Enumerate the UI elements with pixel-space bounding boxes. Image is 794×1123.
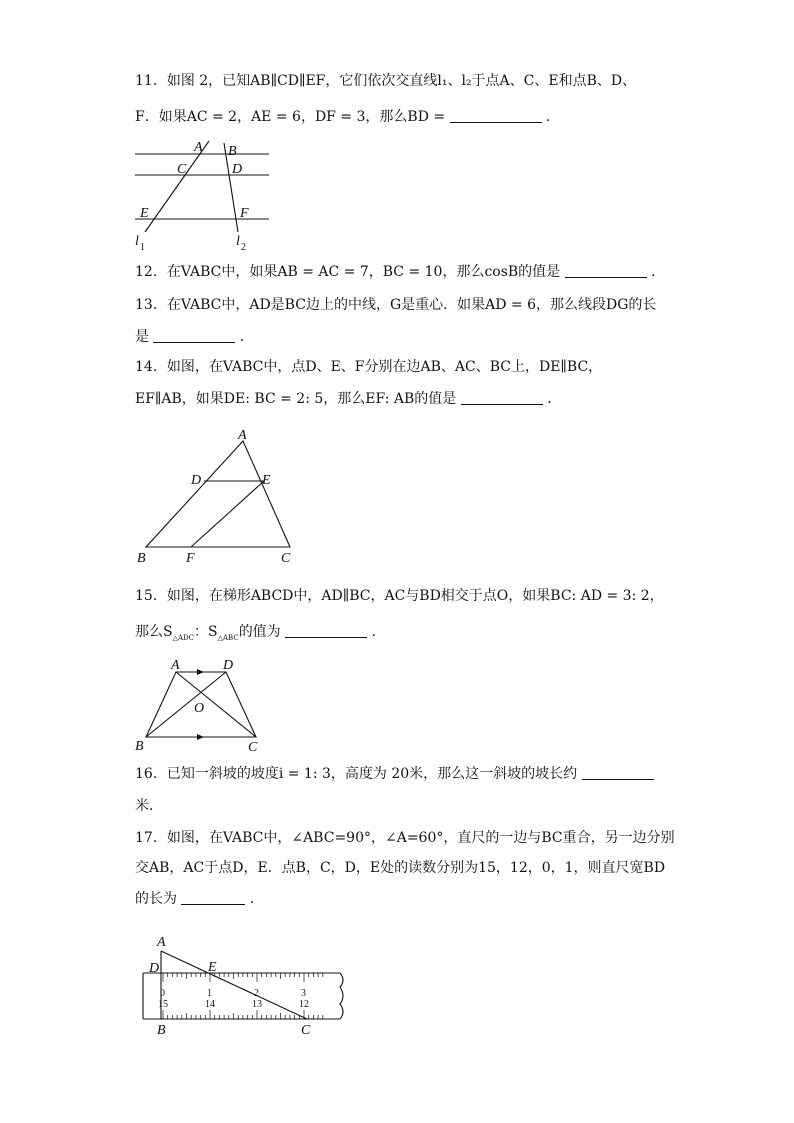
q11-label-a: A	[194, 140, 203, 155]
q14-tail: ．	[547, 391, 562, 407]
ruler-bottom-number: 12	[299, 999, 309, 1010]
q14-label-b: B	[137, 551, 146, 566]
ruler-top-number: 3	[301, 988, 306, 999]
q11-line1: 11．如图 2，已知AB∥CD∥EF，它们依次交直线l₁、l₂于点A、C、E和点B、D、	[135, 73, 637, 89]
q15-label-o: O	[194, 701, 205, 716]
q11-text: F．如果AC = 2，AE = 6，DF = 3，那么BD =	[135, 109, 446, 125]
q17-text: 的长为	[135, 891, 177, 907]
q14-label-f: F	[186, 551, 195, 566]
ruler-top-nums	[160, 988, 306, 999]
ruler-ticks	[163, 973, 323, 1019]
q15-label-c: C	[248, 740, 258, 755]
q11-label-l2: l	[236, 234, 240, 249]
q17-label-d: D	[149, 961, 160, 976]
q17-label-c: C	[301, 1023, 311, 1038]
q12-tail: ．	[651, 264, 666, 280]
q11-tail: ．	[546, 109, 561, 125]
q15-label-b: B	[135, 739, 144, 754]
q15-label-a: A	[171, 658, 180, 673]
q14-label-c: C	[281, 551, 291, 566]
q15-text-post: 的值为	[238, 624, 281, 640]
ruler-bottom-number: 14	[205, 999, 215, 1010]
q11-label-b: B	[228, 144, 237, 159]
ruler-bottom-number: 15	[158, 999, 168, 1010]
q17-tail: ．	[249, 891, 264, 907]
q15-sub2: △ABC	[217, 633, 239, 642]
q14-line1: 14．如图，在VABC中，点D、E、F分别在边AB、AC、BC上，DE∥BC，	[135, 359, 603, 375]
q11-label-d: D	[232, 162, 243, 177]
q14-text: EF∥AB，如果DE: BC = 2: 5，那么EF: AB的值是	[135, 391, 457, 407]
q15-label-d: D	[223, 658, 234, 673]
q11-label-e: E	[140, 206, 149, 221]
q15-line1: 15．如图，在梯形ABCD中，AD∥BC，AC与BD相交于点O，如果BC: AD = 3: 2，	[135, 588, 664, 604]
ruler-bottom-nums	[158, 999, 309, 1010]
q11-label-c: C	[177, 162, 187, 177]
q17-label-b: B	[157, 1023, 166, 1038]
ruler-top-number: 2	[254, 988, 259, 999]
q14-label-e: E	[262, 473, 271, 488]
q14-label-a: A	[238, 428, 247, 443]
q11-label-l2-sub: 2	[241, 242, 246, 253]
q15-text-pre: 那么S	[135, 624, 173, 640]
q16-line2: 米．	[135, 798, 163, 814]
triangle-side-ac	[161, 951, 307, 1019]
q11-label-l1: l	[135, 234, 139, 249]
q17-label-a: A	[157, 935, 166, 950]
q16-text: 16．已知一斜坡的坡度i = 1: 3，高度为 20米，那么这一斜坡的坡长约	[135, 766, 578, 782]
ruler-bottom-number: 13	[252, 999, 262, 1010]
q11-label-f: F	[240, 206, 249, 221]
q14-label-d: D	[191, 473, 202, 488]
q17-line1: 17．如图，在VABC中，∠ABC=90°，∠A=60°，直尺的一边与BC重合，另一边分别	[135, 830, 675, 846]
q11-label-l1-sub: 1	[140, 242, 145, 253]
q17-line2: 交AB，AC于点D，E．点B，C，D，E处的读数分别为15，12，0，1，则直尺宽BD	[135, 860, 666, 876]
q12-text: 12．在VABC中，如果AB = AC = 7，BC = 10，那么cosB的值是	[135, 264, 561, 280]
q13-text: 是	[135, 329, 149, 345]
q13-line1: 13．在VABC中，AD是BC边上的中线，G是重心．如果AD = 6，那么线段DG的长	[135, 297, 657, 313]
q17-label-e: E	[208, 960, 217, 975]
q13-tail: ．	[239, 329, 254, 345]
ruler-top-number: 0	[160, 988, 165, 999]
q15-tail: ．	[371, 624, 386, 640]
q15-text-mid: ：S	[194, 624, 218, 640]
ruler-broken-end	[340, 973, 343, 1019]
q15-sub1: △ADC	[172, 633, 195, 642]
ruler-top-number: 1	[207, 988, 212, 999]
